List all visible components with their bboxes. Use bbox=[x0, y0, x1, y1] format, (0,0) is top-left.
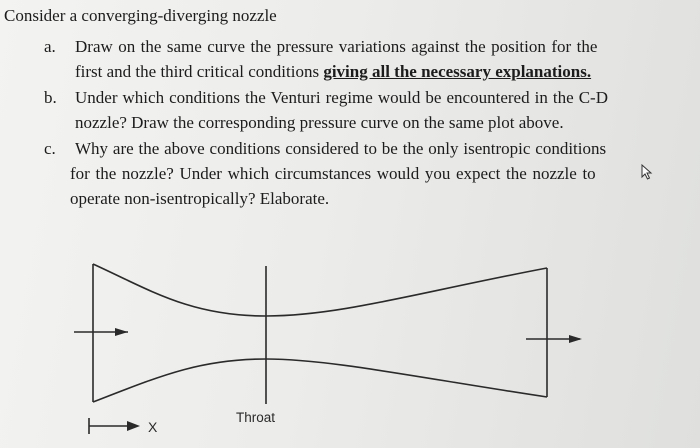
item-a-line-2 bbox=[75, 62, 591, 82]
outlet-arrow-icon bbox=[569, 335, 582, 343]
item-b-marker: b. bbox=[44, 88, 57, 107]
lower-contour bbox=[93, 359, 547, 402]
question-intro: Consider a converging-diverging nozzle bbox=[4, 6, 277, 25]
upper-contour bbox=[93, 264, 547, 316]
item-c-line-2: for the nozzle? Under which circumstances would you expect the nozzle to bbox=[70, 164, 596, 183]
item-c-marker: c. bbox=[44, 139, 56, 158]
item-a-emphasis: giving all the necessary explanations. bbox=[323, 62, 592, 81]
item-c-line-1: Why are the above conditions considered to be the only isentropic conditions bbox=[75, 139, 607, 158]
nozzle-diagram bbox=[0, 240, 700, 448]
throat-label: Throat bbox=[236, 410, 276, 425]
item-b-line-2: nozzle? Draw the corresponding pressure curve on the same plot above. bbox=[75, 113, 564, 132]
item-a-line-1: Draw on the same curve the pressure variations against the position for the bbox=[75, 37, 598, 56]
item-c-line-3: operate non-isentropically? Elaborate. bbox=[70, 189, 330, 208]
item-b-line-1: Under which conditions the Venturi regime would be encountered in the C-D bbox=[75, 88, 608, 107]
item-a-marker: a. bbox=[44, 37, 56, 56]
x-axis-arrow-icon bbox=[127, 421, 140, 431]
x-axis-label: X bbox=[148, 419, 158, 435]
mouse-cursor-icon bbox=[641, 164, 653, 180]
inlet-arrow-icon bbox=[115, 328, 128, 336]
item-a-line-2-text: first and the third critical conditions bbox=[75, 62, 324, 81]
